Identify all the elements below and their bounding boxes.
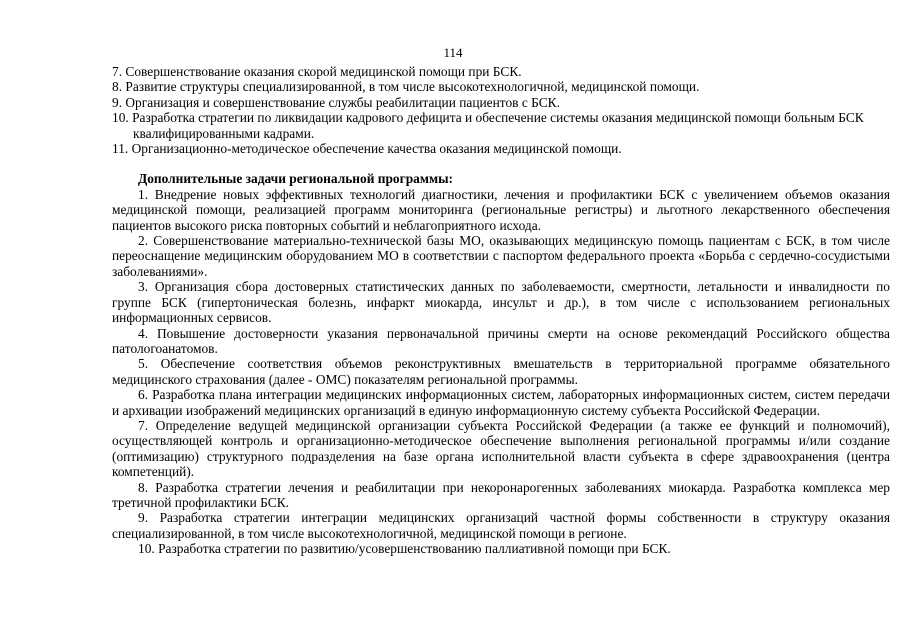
task-item-1: 1. Внедрение новых эффективных технологий диагностики, лечения и профилактики БСК с увеличением объемов оказания медицинской помощи, реализацией программ мониторинга (региональные регистры) и льготного лекарственного обеспечения пациентов высокого риска повторных событий и неблагоприятного исхода. bbox=[112, 186, 890, 233]
task-item-8: 8. Разработка стратегии лечения и реабилитации при некоронарогенных заболеваниях миокарда. Разработка комплекса мер третичной профилактики БСК. bbox=[112, 479, 890, 510]
task-item-2: 2. Совершенствование материально-технической базы МО, оказывающих медицинскую помощь пациентам с БСК, в том числе переоснащение медицинским оборудованием МО в соответствии с паспортом федерального проекта «Борьба с сердечно-сосудистыми заболеваниями». bbox=[112, 233, 890, 279]
task-item-6: 6. Разработка плана интеграции медицинских информационных систем, лабораторных информационных систем, систем передачи и архивации изображений медицинских организаций в единую информационную систему субъекта Российской Федерации. bbox=[112, 387, 890, 418]
section-heading: Дополнительные задачи региональной программы: bbox=[138, 171, 453, 187]
task-item-5: 5. Обеспечение соответствия объемов реконструктивных вмешательств в территориальной программе обязательного медицинского страхования (далее - ОМС) показателям региональной программы. bbox=[112, 356, 890, 387]
spacer bbox=[112, 156, 890, 171]
task-item-3: 3. Организация сбора достоверных статистических данных по заболеваемости, смертности, летальности и инвалидности по группе БСК (гипертоническая болезнь, инфаркт миокарда, инсульт и др.), в том числе с использованием региональных информационных сервисов. bbox=[112, 279, 890, 326]
task-item-4: 4. Повышение достоверности указания первоначальной причины смерти на основе рекомендаций Российского общества патологоанатомов. bbox=[112, 325, 890, 356]
additional-tasks-section bbox=[112, 171, 890, 556]
list-item-10: 10. Разработка стратегии по ликвидации кадрового дефицита и обеспечение системы оказания медицинской помощи больным БСК квалифицированными кадрами. bbox=[112, 110, 864, 141]
document-body bbox=[112, 64, 890, 557]
list-item-7: 7. Совершенствование оказания скорой медицинской помощи при БСК. bbox=[112, 64, 522, 79]
numbered-list bbox=[112, 64, 890, 156]
task-item-9: 9. Разработка стратегии интеграции медицинских организаций частной формы собственности в структуру оказания специализированной, в том числе высокотехнологичной, медицинской помощи в регионе. bbox=[112, 510, 890, 541]
list-item-11: 11. Организационно-методическое обеспечение качества оказания медицинской помощи. bbox=[112, 141, 622, 157]
task-item-10: 10. Разработка стратегии по развитию/усовершенствованию паллиативной помощи при БСК. bbox=[138, 541, 671, 557]
page-number: 114 bbox=[443, 45, 463, 60]
list-item-8: 8. Развитие структуры специализированной, в том числе высокотехнологичной, медицинской помощи. bbox=[112, 79, 700, 95]
task-item-7: 7. Определение ведущей медицинской организации субъекта Российской Федерации (а также ее функций и полномочий), осуществляющей контроль и организационно-методическое обеспечение выполнения региональной программы и/или создание (оптимизацию) структурного подразделения на базе органа исполнительной власти субъекта в сфере здравоохранения (центра компетенций). bbox=[112, 417, 890, 480]
list-item-9: 9. Организация и совершенствование службы реабилитации пациентов с БСК. bbox=[112, 94, 560, 110]
